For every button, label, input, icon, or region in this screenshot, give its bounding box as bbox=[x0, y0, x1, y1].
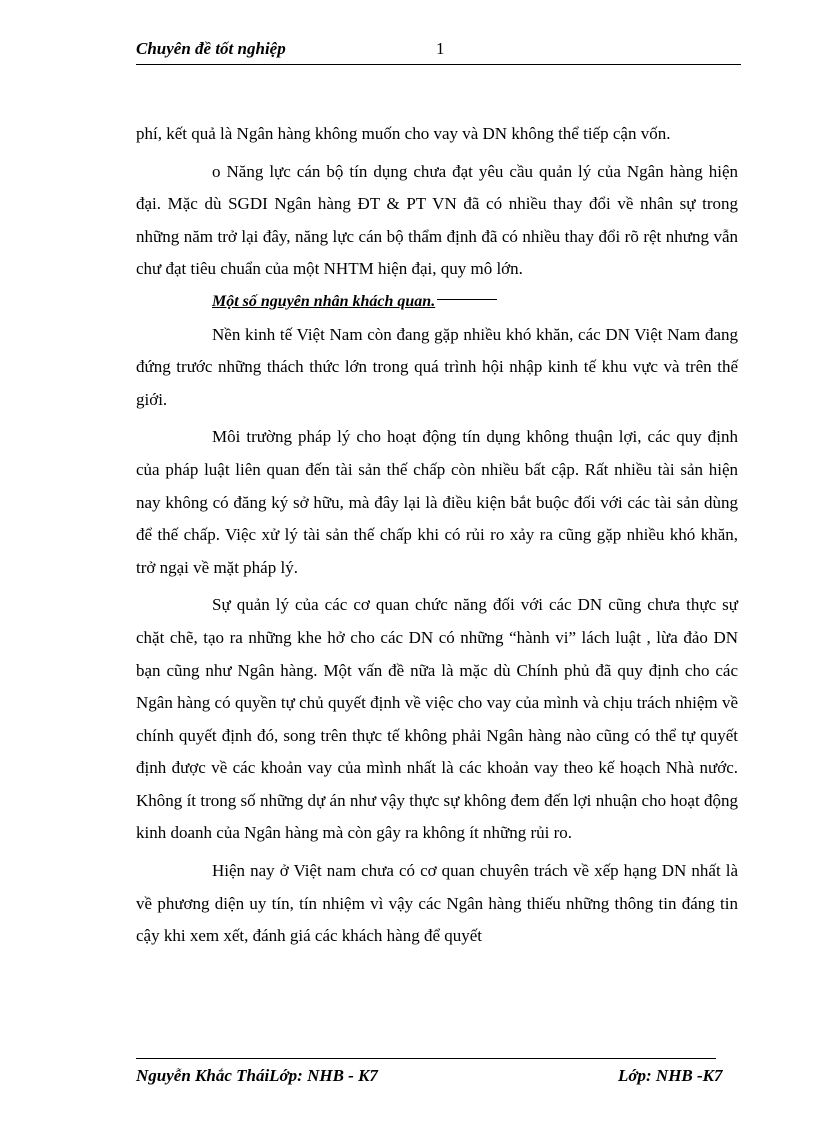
page-number: 1 bbox=[436, 39, 445, 58]
header-title: Chuyên đề tốt nghiệp bbox=[136, 39, 286, 58]
heading-underline-trail bbox=[437, 299, 497, 300]
page-header bbox=[136, 38, 741, 65]
document-body bbox=[136, 118, 738, 953]
footer-divider bbox=[136, 1058, 716, 1059]
paragraph-continuation: phí, kết quả là Ngân hàng không muốn cho vay và DN không thể tiếp cận vốn. bbox=[136, 124, 671, 143]
paragraph-rating: Hiện nay ở Việt nam chưa có cơ quan chuyên trách về xếp hạng DN nhất là về phương diện uy tín, tín nhiệm vì vậy các Ngân hàng thiếu những thông tin đáng tin cậy khi xem xết, đánh giá các khách hàng để quyết bbox=[136, 861, 738, 946]
paragraph-management: Sự quản lý của các cơ quan chức năng đối với các DN cũng chưa thực sự chặt chẽ, tạo ra những khe hở cho các DN có những “hành vi” lách luật , lừa đảo DN bạn cũng như Ngân hàng. Một vấn đề nữa là mặc dù Chính phủ đã quy định cho các Ngân hàng có quyền tự chủ quyết định về việc cho vay của mình và chịu trách nhiệm về chính quyết định đó, song trên thực tế không phải Ngân hàng nào cũng có thể tự quyết định được về các khoản vay của mình nhất là các khoản vay theo kế hoạch Nhà nước. Không ít trong số những dự án như vậy thực sự không đem đến lợi nhuận cho hoạt động kinh doanh của Ngân hàng mà còn gây ra không ít những rủi ro. bbox=[136, 595, 738, 843]
paragraph-legal-environment: Môi trường pháp lý cho hoạt động tín dụng không thuận lợi, các quy định của pháp luật liên quan đến tài sản thế chấp còn nhiều bất cập. Rất nhiều tài sản hiện nay không có đăng ký sở hữu, mà đây lại là điều kiện bắt buộc đối với các tài sản dùng để thế chấp. Việc xử lý tài sản thế chấp khi có rủi ro xảy ra cũng gặp nhiều khó khăn, trở ngại về mặt pháp lý. bbox=[136, 427, 738, 577]
paragraph-economy: Nền kinh tế Việt Nam còn đang gặp nhiều khó khăn, các DN Việt Nam đang đứng trước những thách thức lớn trong quá trình hội nhập kinh tế khu vực và trên thế giới. bbox=[136, 324, 738, 409]
section-heading-text: Một số nguyên nhân khách quan. bbox=[212, 292, 436, 310]
footer-author: Nguyễn Khắc TháiLớp: NHB - K7 bbox=[136, 1066, 378, 1085]
footer-class: Lớp: NHB -K7 bbox=[618, 1066, 723, 1085]
section-heading bbox=[136, 286, 738, 319]
paragraph-bullet-capacity: o Năng lực cán bộ tín dụng chưa đạt yêu cầu quản lý của Ngân hàng hiện đại. Mặc dù SGDI Ngân hàng ĐT & PT VN đã có nhiều thay đổi về nhân sự trong những năm trở lại đây, năng lực cán bộ thẩm định đã có nhiều thay đổi rõ rệt nhưng vẫn chư đạt tiêu chuẩn của một NHTM hiện đại, quy mô lớn. bbox=[136, 161, 738, 279]
